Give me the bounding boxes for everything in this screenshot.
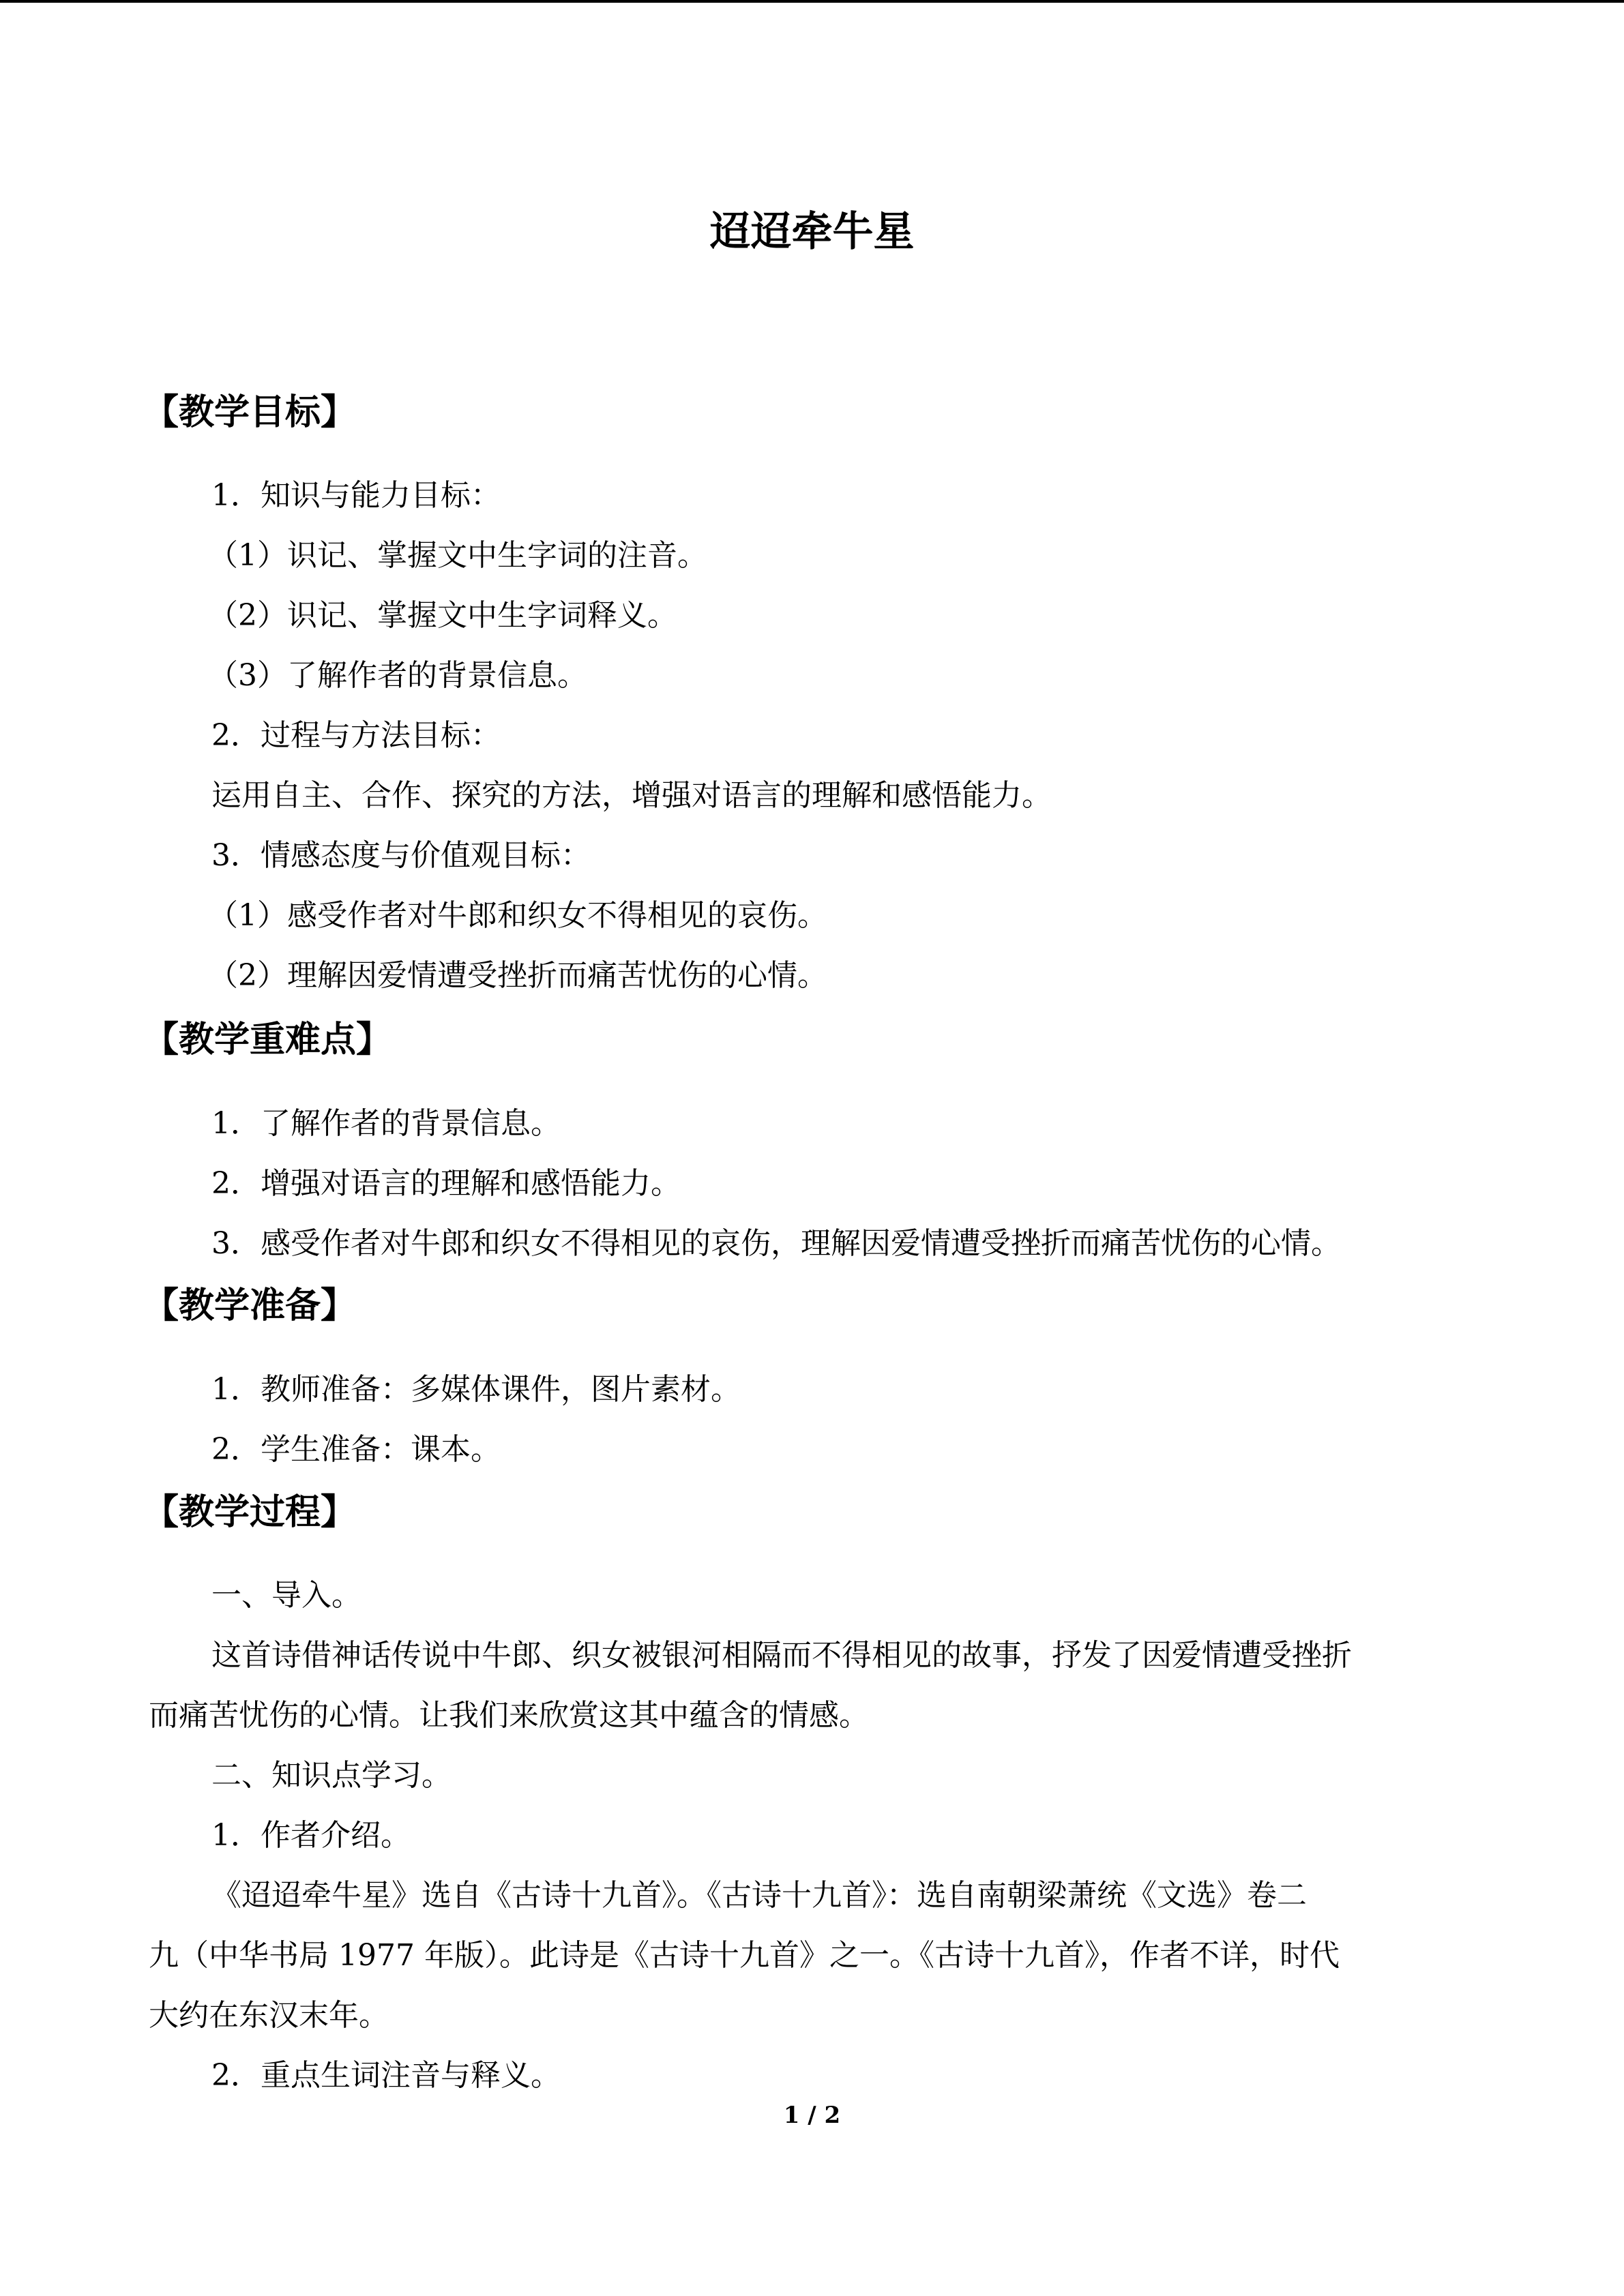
- page-number: 1 / 2: [783, 2102, 841, 2129]
- key-point-line: 2．增强对语言的理解和感悟能力。: [211, 1166, 681, 1201]
- process-line: 2．重点生词注音与释义。: [211, 2058, 561, 2093]
- goal-line: （1）识记、掌握文中生字词的注音。: [208, 538, 707, 573]
- process-line: 九（中华书局 1977 年版）。此诗是《古诗十九首》之一。《古诗十九首》，作者不详，时代: [149, 1938, 1340, 1973]
- key-point-line: 3．感受作者对牛郎和织女不得相见的哀伤，理解因爱情遭受挫折而痛苦忧伤的心情。: [211, 1226, 1341, 1261]
- process-line: 《迢迢牵牛星》选自《古诗十九首》。《古诗十九首》：选自南朝梁萧统《文选》卷二: [211, 1878, 1307, 1913]
- process-line: 一、导入。: [211, 1578, 361, 1613]
- process-line: 这首诗借神话传说中牛郎、织女被银河相隔而不得相见的故事，抒发了因爱情遭受挫折: [211, 1638, 1352, 1673]
- goal-line: （2）识记、掌握文中生字词释义。: [208, 598, 677, 633]
- goal-line: 1．知识与能力目标：: [211, 478, 501, 513]
- preparation-line: 1．教师准备：多媒体课件，图片素材。: [211, 1372, 741, 1407]
- goal-line: 3．情感态度与价值观目标：: [211, 838, 591, 873]
- page-title: 迢迢牵牛星: [709, 208, 915, 256]
- process-line: 1．作者介绍。: [211, 1818, 411, 1853]
- goal-line: 运用自主、合作、探究的方法，增强对语言的理解和感悟能力。: [211, 778, 1052, 813]
- heading-key-points: 【教学重难点】: [143, 1019, 392, 1060]
- goal-line: 2．过程与方法目标：: [211, 718, 501, 753]
- preparation-line: 2．学生准备：课本。: [211, 1432, 501, 1467]
- heading-teaching-goals: 【教学目标】: [143, 392, 357, 433]
- key-point-line: 1．了解作者的背景信息。: [211, 1106, 561, 1141]
- goal-line: （2）理解因爱情遭受挫折而痛苦忧伤的心情。: [208, 958, 827, 993]
- heading-teaching-process: 【教学过程】: [143, 1492, 357, 1533]
- goal-line: （3）了解作者的背景信息。: [208, 658, 587, 693]
- process-line: 二、知识点学习。: [211, 1758, 452, 1793]
- process-line: 而痛苦忧伤的心情。让我们来欣赏这其中蕴含的情感。: [149, 1698, 869, 1733]
- process-line: 大约在东汉末年。: [149, 1998, 389, 2033]
- heading-preparation: 【教学准备】: [143, 1285, 357, 1326]
- goal-line: （1）感受作者对牛郎和织女不得相见的哀伤。: [208, 898, 827, 933]
